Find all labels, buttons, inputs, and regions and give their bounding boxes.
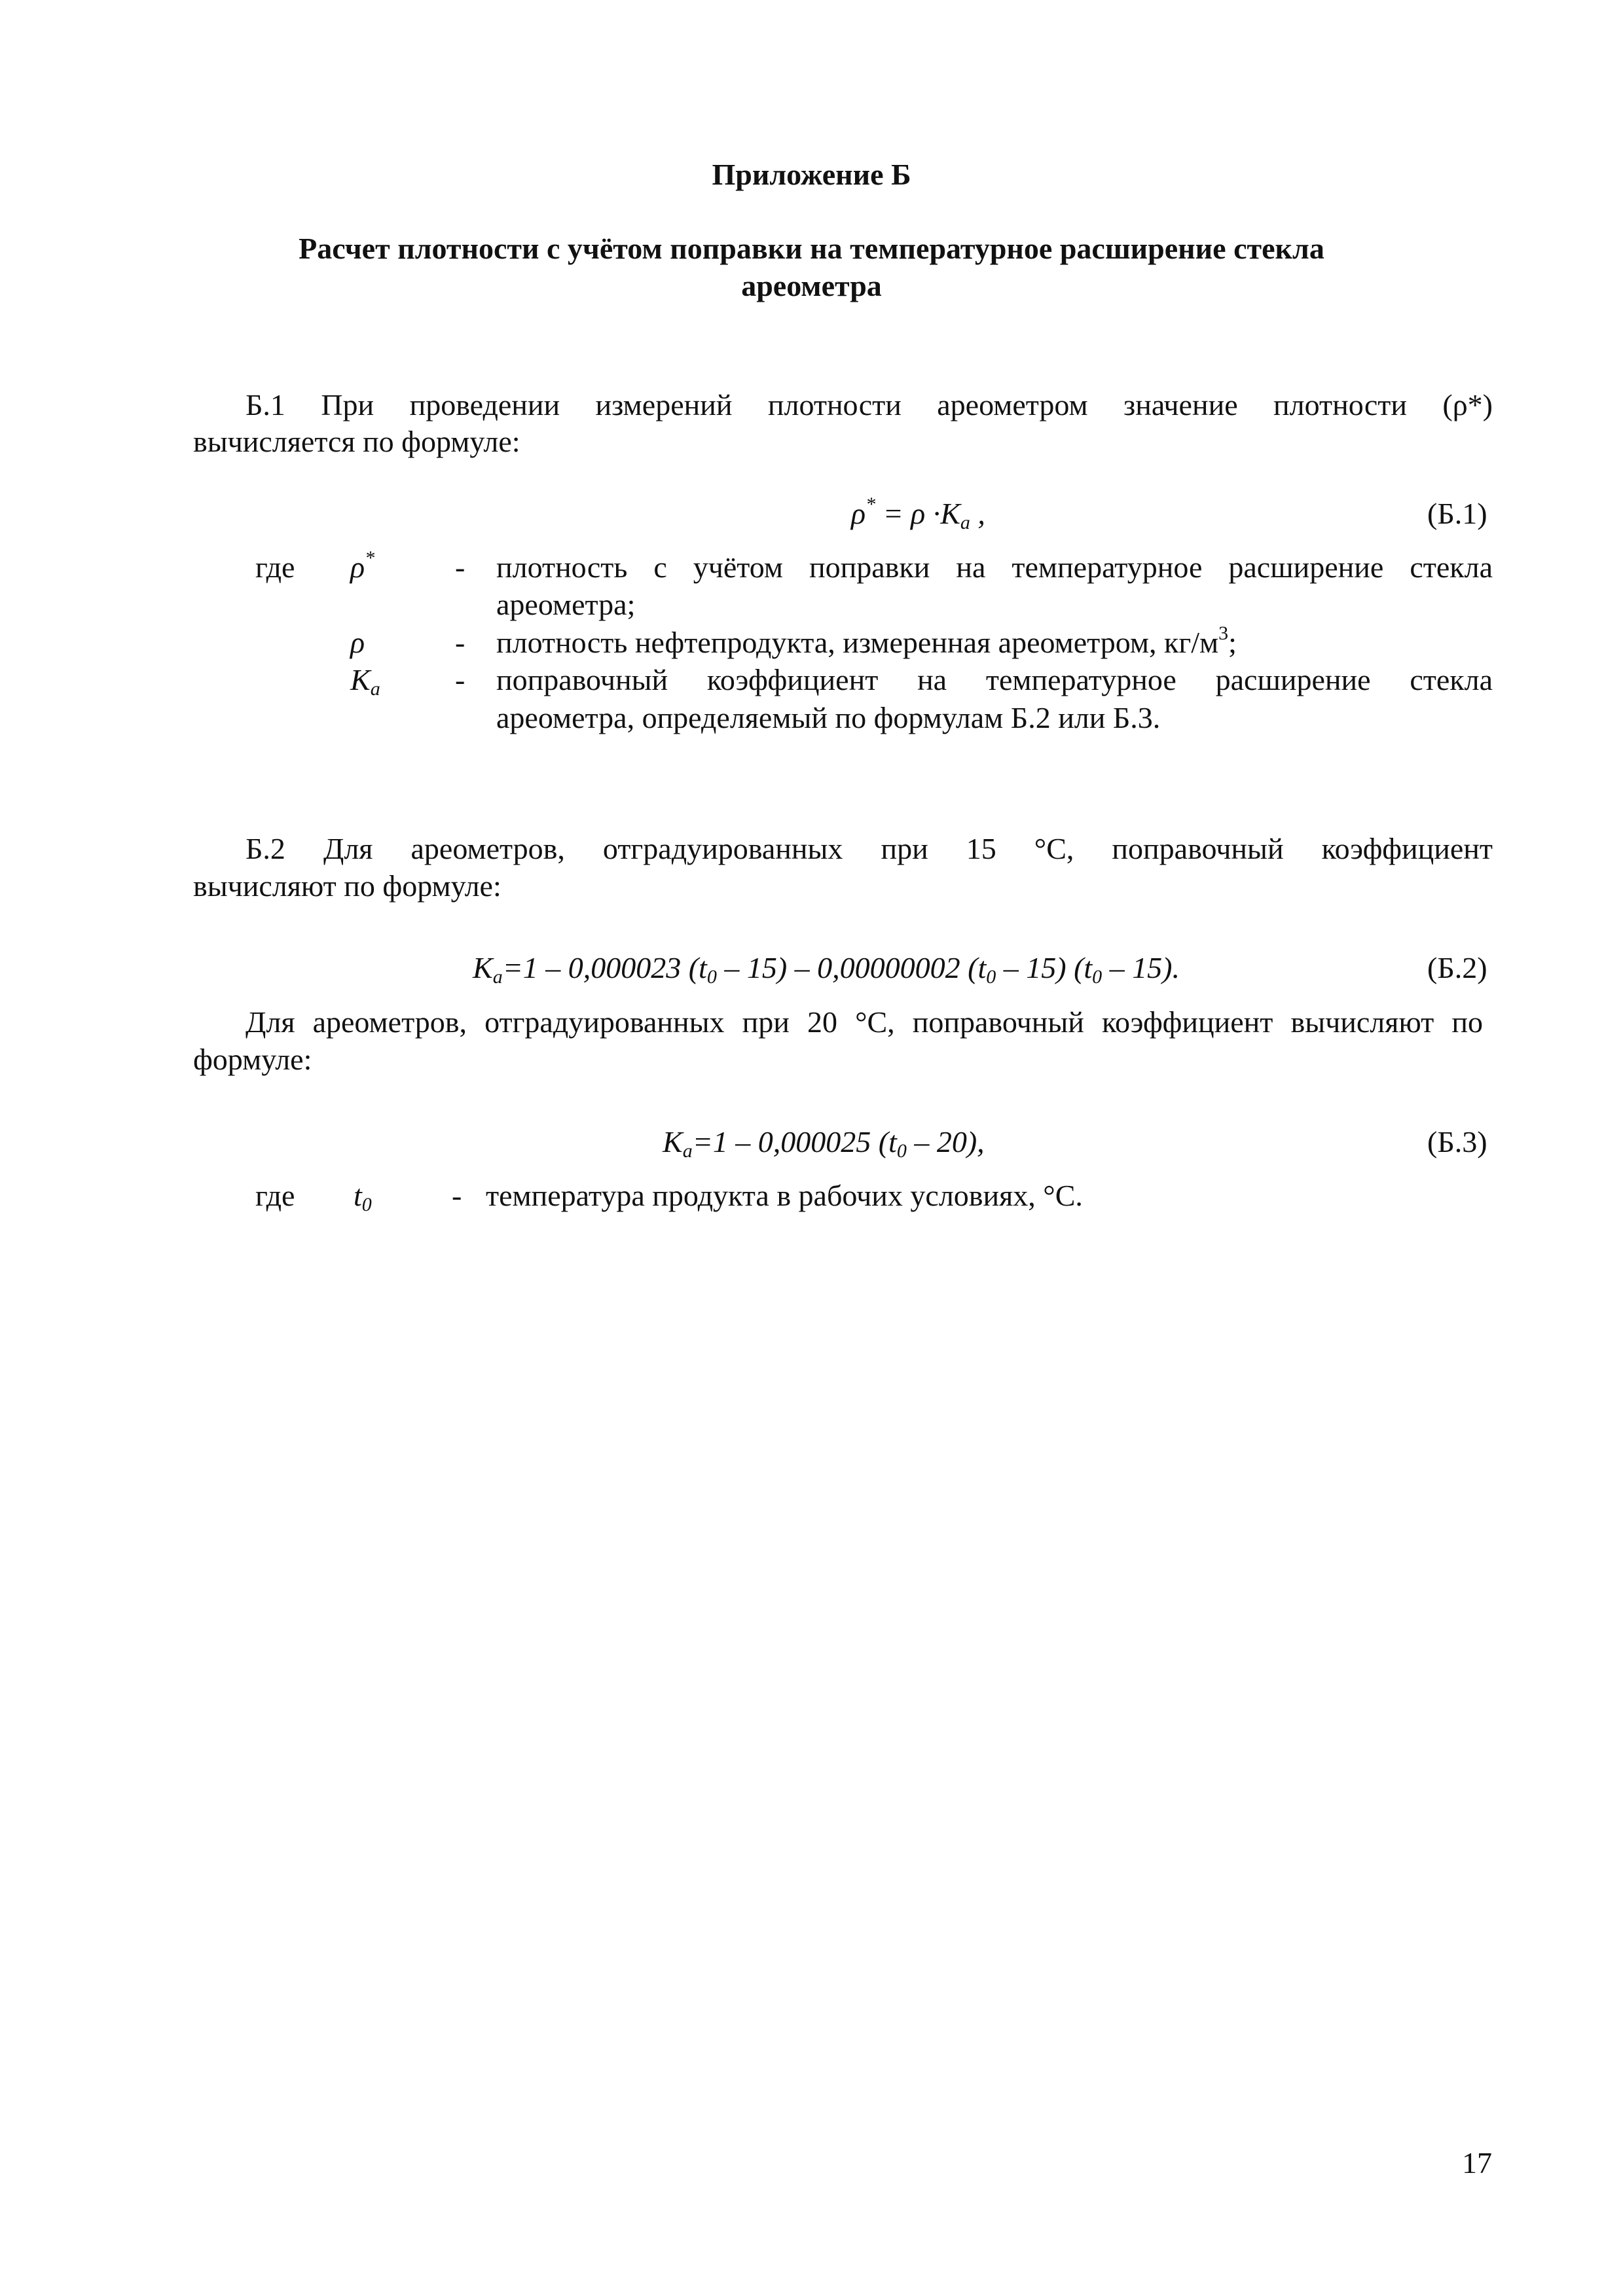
b2-para2-line1: Для ареометров, отградуированных при 20 °С, поправочный коэффициент вычисляют по (246, 1005, 1483, 1039)
def-symbol-rho: ρ (350, 626, 365, 659)
formula-b1: $\rho^* = \rho \cdot K_a$ , (851, 493, 985, 533)
appendix-title: Приложение Б (712, 158, 911, 191)
formula-b3: $K_a=1 - 0,000025$ $(t_0 - 20)$, (663, 1125, 985, 1162)
formula-b2-number: (Б.2) (1427, 951, 1487, 984)
def-ka-line1: поправочный коэффициент на температурное расширение стекла (496, 663, 1493, 696)
where-label: где (255, 1179, 295, 1212)
def-dash: - (455, 550, 465, 584)
def-ka-line2: ареометра, определяемый по формулам Б.2 или Б.3. (496, 701, 1161, 734)
def-dash: - (455, 663, 465, 696)
def-rho-star-line2: ареометра; (496, 588, 636, 621)
formula-b3-number: (Б.3) (1427, 1125, 1487, 1158)
def-dash: - (455, 626, 465, 659)
b2-paragraph-line1: Б.2 Для ареометров, отградуированных при 15 °С, поправочный коэффициент (246, 832, 1493, 865)
b1-paragraph-line2: вычисляется по формуле: (193, 425, 520, 458)
section-title-line2: ареометра (741, 269, 882, 302)
b2-paragraph-line2: вычисляют по формуле: (193, 869, 501, 903)
formula-b1-number: (Б.1) (1427, 497, 1487, 530)
def-symbol-t0: $t_0$ (354, 1179, 372, 1215)
def-dash: - (452, 1179, 462, 1212)
page-number: 17 (1462, 2146, 1492, 2179)
def-rho-text: плотность нефтепродукта, измеренная ареометром, $кг/м^3$; (496, 622, 1237, 659)
b2-para2-line2: формуле: (193, 1043, 312, 1076)
section-title-line1: Расчет плотности с учётом поправки на температурное расширение стекла (299, 232, 1324, 265)
def-rho-star-line1: плотность с учётом поправки на температурное расширение стекла (496, 550, 1493, 584)
b1-paragraph-line1: Б.1 При проведении измерений плотности ареометром значение плотности (ρ*) (246, 388, 1493, 422)
def-symbol-rho-star: ρ* (350, 547, 375, 584)
def-symbol-ka: $K_a$ (350, 663, 380, 700)
where-label: где (255, 550, 295, 584)
formula-b2: $K_a=1 - 0,000023$ $(t_0 - 15) - 0,00000002$ $(t_0 - 15)$ $(t_0 - 15)$. (473, 951, 1180, 988)
def-t0-text: температура продукта в рабочих условиях, °С. (486, 1179, 1083, 1212)
